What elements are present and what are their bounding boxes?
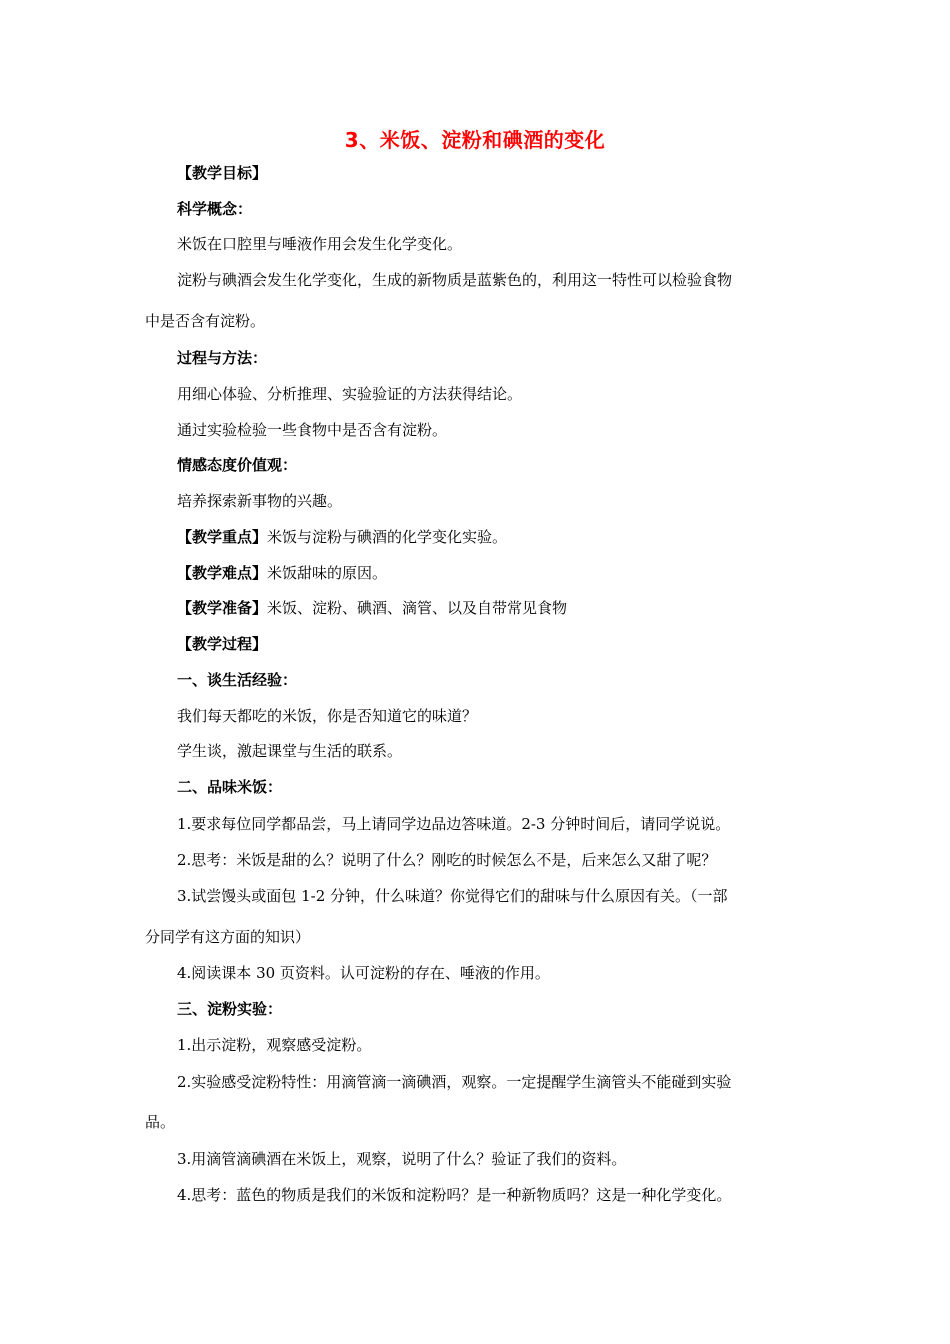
part3-item-2b: 品。	[145, 1113, 176, 1131]
part3-item-4: 4.思考：蓝色的物质是我们的米饭和淀粉吗？是一种新物质吗？这是一种化学变化。	[177, 1186, 732, 1204]
process-line-2: 通过实验检验一些食物中是否含有淀粉。	[177, 421, 448, 439]
prep-line	[177, 598, 567, 618]
part2-heading: 二、品味米饭：	[177, 778, 283, 796]
part3-item-2a: 2.实验感受淀粉特性：用滴管滴一滴碘酒，观察。一定提醒学生滴管头不能碰到实验	[177, 1073, 732, 1091]
concept-line-2b: 中是否含有淀粉。	[145, 312, 266, 330]
part1-line-1: 我们每天都吃的米饭，你是否知道它的味道？	[177, 707, 478, 725]
part3-heading: 三、淀粉实验：	[177, 1000, 283, 1018]
concept-line-1: 米饭在口腔里与唾液作用会发生化学变化。	[177, 235, 463, 253]
teaching-process-heading: 【教学过程】	[177, 635, 268, 653]
part2-item-2: 2.思考：米饭是甜的么？说明了什么？刚吃的时候怎么不是，后来怎么又甜了呢？	[177, 851, 717, 869]
process-line-1: 用细心体验、分析推理、实验验证的方法获得结论。	[177, 385, 523, 403]
page-title: 3、米饭、淀粉和碘酒的变化	[344, 128, 606, 152]
part1-heading: 一、谈生活经验：	[177, 671, 298, 689]
process-method-heading: 过程与方法：	[177, 349, 268, 367]
difficulty-line	[177, 563, 387, 583]
prep-label: 【教学准备】	[177, 599, 268, 617]
science-concept-heading: 科学概念：	[177, 200, 253, 218]
part2-item-3a: 3.试尝馒头或面包 1-2 分钟，什么味道？你觉得它们的甜味与什么原因有关。（一部	[177, 887, 728, 905]
part3-item-3: 3.用滴管滴碘酒在米饭上，观察，说明了什么？验证了我们的资料。	[177, 1150, 627, 1168]
objectives-heading: 【教学目标】	[177, 164, 268, 182]
part2-item-1: 1.要求每位同学都品尝，马上请同学边品边答味道。2-3 分钟时间后，请同学说说。	[177, 815, 731, 833]
emotion-line-1: 培养探索新事物的兴趣。	[177, 492, 343, 510]
part1-line-2: 学生谈，激起课堂与生活的联系。	[177, 742, 403, 760]
part2-item-3b: 分同学有这方面的知识）	[145, 928, 311, 946]
key-point-label: 【教学重点】	[177, 528, 268, 546]
key-point-line	[177, 527, 507, 547]
emotion-heading: 情感态度价值观：	[177, 456, 298, 474]
difficulty-label: 【教学难点】	[177, 564, 268, 582]
difficulty-text: 米饭甜味的原因。	[267, 564, 388, 582]
part2-item-4: 4.阅读课本 30 页资料。认可淀粉的存在、唾液的作用。	[177, 964, 550, 982]
key-point-text: 米饭与淀粉与碘酒的化学变化实验。	[267, 528, 508, 546]
concept-line-2a: 淀粉与碘酒会发生化学变化，生成的新物质是蓝紫色的，利用这一特性可以检验食物	[177, 271, 733, 289]
prep-text: 米饭、淀粉、碘酒、滴管、以及自带常见食物	[267, 599, 568, 617]
part3-item-1: 1.出示淀粉，观察感受淀粉。	[177, 1036, 372, 1054]
